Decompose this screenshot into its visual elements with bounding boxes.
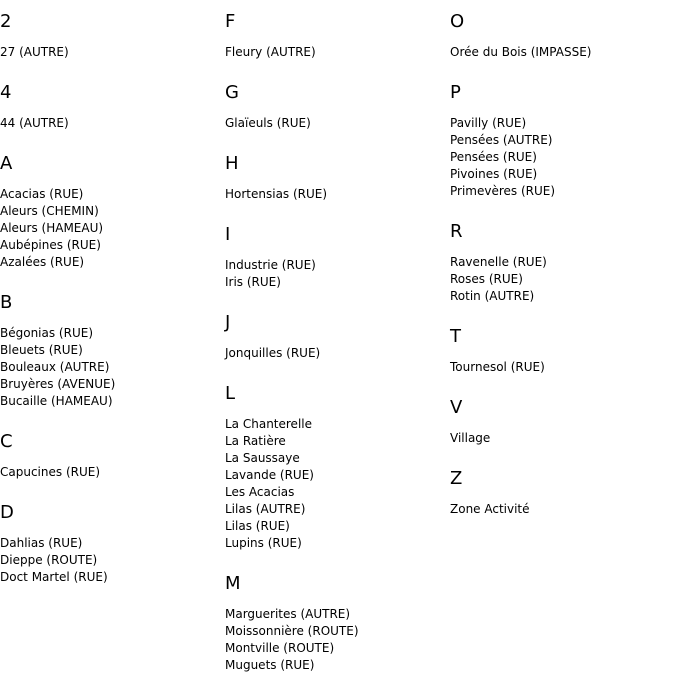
street-list — [0, 115, 225, 132]
street-list-item — [225, 186, 450, 203]
letter-group — [225, 225, 450, 291]
letter-heading: O — [450, 11, 465, 32]
street-list-item — [450, 149, 675, 166]
street-link[interactable]: Capucines (RUE) — [0, 465, 101, 479]
street-list-item — [225, 467, 450, 484]
street-link[interactable]: Pensées (RUE) — [450, 150, 537, 164]
street-list-item — [0, 237, 225, 254]
street-link[interactable]: Montville (ROUTE) — [225, 641, 335, 655]
street-list-item — [450, 166, 675, 183]
street-list-item — [450, 359, 675, 376]
street-link[interactable]: Muguets (RUE) — [225, 658, 315, 672]
street-list-item — [0, 220, 225, 237]
street-link[interactable]: Iris (RUE) — [225, 275, 281, 289]
street-list-item — [225, 640, 450, 657]
street-link[interactable]: Ravenelle (RUE) — [450, 255, 547, 269]
street-list-item — [450, 254, 675, 271]
street-list — [450, 115, 675, 200]
street-list-item — [0, 535, 225, 552]
letter-group — [225, 313, 450, 362]
street-list — [450, 44, 675, 61]
letter-heading: P — [450, 82, 461, 103]
letter-heading: 2 — [0, 11, 12, 32]
street-link[interactable]: Orée du Bois (IMPASSE) — [450, 45, 592, 59]
street-list-item — [0, 44, 225, 61]
letter-heading: B — [0, 292, 13, 313]
letter-group — [0, 503, 225, 586]
letter-group — [450, 83, 675, 200]
letter-group — [450, 469, 675, 518]
street-link[interactable]: Lupins (RUE) — [225, 536, 302, 550]
street-list-item — [0, 203, 225, 220]
street-link[interactable]: Dieppe (ROUTE) — [0, 553, 98, 567]
street-list — [225, 186, 450, 203]
street-list-item — [225, 606, 450, 623]
street-list-item — [450, 288, 675, 305]
street-list-item — [225, 44, 450, 61]
street-index-column-1 — [0, 0, 225, 608]
street-link[interactable]: Lilas (AUTRE) — [225, 502, 306, 516]
letter-heading: Z — [450, 468, 463, 489]
street-link[interactable]: Pensées (AUTRE) — [450, 133, 553, 147]
street-link[interactable]: Pivoines (RUE) — [450, 167, 538, 181]
letter-group — [225, 574, 450, 674]
street-list-item — [225, 274, 450, 291]
letter-heading: V — [450, 397, 463, 418]
street-list — [225, 115, 450, 132]
street-list-item — [0, 552, 225, 569]
street-link[interactable]: Bégonias (RUE) — [0, 326, 93, 340]
street-list-item — [225, 433, 450, 450]
street-link[interactable]: Acacias (RUE) — [0, 187, 84, 201]
street-link[interactable]: Glaïeuls (RUE) — [225, 116, 311, 130]
letter-group — [450, 12, 675, 61]
street-list — [0, 186, 225, 271]
street-link[interactable]: Moissonnière (ROUTE) — [225, 624, 359, 638]
letter-group — [0, 12, 225, 61]
street-link[interactable]: Rotin (AUTRE) — [450, 289, 535, 303]
street-link[interactable]: La Ratière — [225, 434, 286, 448]
street-list — [450, 430, 675, 447]
letter-group — [0, 154, 225, 271]
street-list — [0, 325, 225, 410]
street-list — [225, 345, 450, 362]
letter-heading: G — [225, 82, 239, 103]
street-list — [0, 44, 225, 61]
letter-heading: J — [225, 312, 231, 333]
street-link[interactable]: Azalées (RUE) — [0, 255, 85, 269]
street-list-item — [450, 501, 675, 518]
letter-group — [0, 432, 225, 481]
street-link[interactable]: Bucaille (HAMEAU) — [0, 394, 113, 408]
letter-heading: F — [225, 11, 236, 32]
street-list-item — [0, 342, 225, 359]
street-list-item — [450, 430, 675, 447]
street-list-item — [450, 132, 675, 149]
street-link[interactable]: Pavilly (RUE) — [450, 116, 527, 130]
letter-group — [0, 83, 225, 132]
street-list-item — [225, 345, 450, 362]
street-link[interactable]: Bleuets (RUE) — [0, 343, 83, 357]
street-link[interactable]: Hortensias (RUE) — [225, 187, 328, 201]
street-link[interactable]: Marguerites (AUTRE) — [225, 607, 351, 621]
letter-group — [450, 398, 675, 447]
street-list-item — [0, 393, 225, 410]
street-link[interactable]: Lavande (RUE) — [225, 468, 314, 482]
letter-heading: A — [0, 153, 13, 174]
street-list — [0, 535, 225, 586]
street-list — [450, 501, 675, 518]
street-link[interactable]: Roses (RUE) — [450, 272, 523, 286]
street-list-item — [225, 484, 450, 501]
street-link[interactable]: Village — [450, 431, 491, 445]
street-link[interactable]: Jonquilles (RUE) — [225, 346, 321, 360]
street-list-item — [0, 325, 225, 342]
street-link[interactable]: Fleury (AUTRE) — [225, 45, 316, 59]
street-link[interactable]: Les Acacias — [225, 485, 295, 499]
street-link[interactable]: Zone Activité — [450, 502, 530, 516]
letter-heading: D — [0, 502, 14, 523]
street-list-item — [225, 257, 450, 274]
letter-group — [225, 12, 450, 61]
street-list-item — [225, 450, 450, 467]
street-list — [225, 416, 450, 552]
letter-group — [225, 154, 450, 203]
letter-heading: M — [225, 573, 241, 594]
street-list-item — [450, 44, 675, 61]
street-link[interactable]: Aleurs (CHEMIN) — [0, 204, 99, 218]
street-list-item — [225, 115, 450, 132]
street-list — [0, 464, 225, 481]
street-link[interactable]: Aleurs (HAMEAU) — [0, 221, 104, 235]
street-list — [225, 44, 450, 61]
letter-group — [450, 327, 675, 376]
street-list-item — [0, 376, 225, 393]
street-list-item — [0, 569, 225, 586]
street-link[interactable]: La Chanterelle — [225, 417, 312, 431]
street-list-item — [225, 535, 450, 552]
street-link[interactable]: La Saussaye — [225, 451, 300, 465]
street-list-item — [225, 623, 450, 640]
street-index-column-3 — [450, 0, 675, 540]
letter-group — [450, 222, 675, 305]
street-list-item — [0, 186, 225, 203]
street-link[interactable]: 27 (AUTRE) — [0, 45, 69, 59]
street-list-item — [450, 271, 675, 288]
letter-heading: R — [450, 221, 463, 242]
letter-heading: L — [225, 383, 236, 404]
street-list-item — [0, 115, 225, 132]
street-list-item — [225, 416, 450, 433]
letter-heading: H — [225, 153, 239, 174]
street-link[interactable]: 44 (AUTRE) — [0, 116, 69, 130]
letter-heading: C — [0, 431, 13, 452]
street-link[interactable]: Aubépines (RUE) — [0, 238, 101, 252]
street-link[interactable]: Doct Martel (RUE) — [0, 570, 108, 584]
street-list-item — [225, 657, 450, 674]
letter-group — [225, 384, 450, 552]
street-list-item — [450, 115, 675, 132]
street-list-item — [450, 183, 675, 200]
letter-heading: I — [225, 224, 231, 245]
street-list — [225, 257, 450, 291]
street-link[interactable]: Tournesol (RUE) — [450, 360, 545, 374]
street-list-item — [225, 501, 450, 518]
letter-heading: T — [450, 326, 461, 347]
street-link[interactable]: Industrie (RUE) — [225, 258, 316, 272]
street-list — [450, 359, 675, 376]
street-link[interactable]: Bouleaux (AUTRE) — [0, 360, 110, 374]
street-link[interactable]: Primevères (RUE) — [450, 184, 556, 198]
street-link[interactable]: Bruyères (AVENUE) — [0, 377, 116, 391]
street-index-column-2 — [225, 0, 450, 696]
letter-heading: 4 — [0, 82, 12, 103]
letter-group — [225, 83, 450, 132]
street-list-item — [0, 464, 225, 481]
street-list — [225, 606, 450, 674]
street-link[interactable]: Dahlias (RUE) — [0, 536, 83, 550]
street-link[interactable]: Lilas (RUE) — [225, 519, 290, 533]
letter-group — [0, 293, 225, 410]
street-list-item — [0, 254, 225, 271]
street-list-item — [225, 518, 450, 535]
street-list — [450, 254, 675, 305]
street-list-item — [0, 359, 225, 376]
